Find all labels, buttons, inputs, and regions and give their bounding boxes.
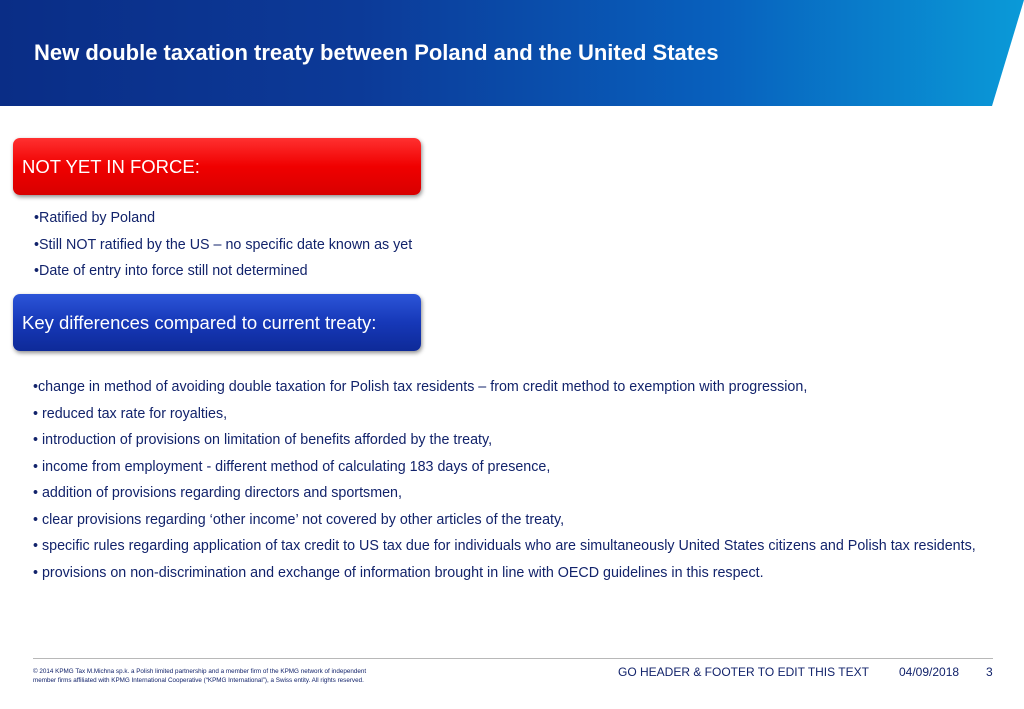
list-item: • specific rules regarding application of tax credit to US tax due for individuals who are simultaneously United States citizens and Polish tax residents, xyxy=(33,538,976,554)
status-list xyxy=(34,210,412,290)
list-item: •change in method of avoiding double taxation for Polish tax residents – from credit method to exemption with progression, xyxy=(33,379,808,395)
not-in-force-banner xyxy=(13,138,421,195)
list-item: • income from employment - different method of calculating 183 days of presence, xyxy=(33,458,551,475)
footer-date: 04/09/2018 xyxy=(899,665,960,679)
not-in-force-label: NOT YET IN FORCE: xyxy=(22,155,200,177)
copyright-notice: © 2014 KPMG Tax M.Michna sp.k. a Polish limited partnership and a member firm of the KPMG network of independent member firms affiliated with KPMG International Cooperative (“KPMG International”), a Swiss entity. All rights reserved. xyxy=(33,668,367,684)
page-title: New double taxation treaty between Poland and the United States xyxy=(34,40,719,65)
list-item: •Ratified by Poland xyxy=(34,210,156,226)
key-differences-label: Key differences compared to current treaty: xyxy=(22,311,377,333)
footer-divider xyxy=(33,658,993,659)
key-differences-banner xyxy=(13,294,421,351)
list-item: • reduced tax rate for royalties, xyxy=(33,405,228,422)
differences-list xyxy=(33,379,993,591)
list-item: • addition of provisions regarding directors and sportsmen, xyxy=(33,485,402,501)
list-item: • provisions on non-discrimination and exchange of information brought in line with OECD guidelines in this respect. xyxy=(33,564,764,581)
list-item: • introduction of provisions on limitation of benefits afforded by the treaty, xyxy=(33,432,493,448)
list-item: •Date of entry into force still not determined xyxy=(34,263,308,279)
list-item: • clear provisions regarding ‘other income’ not covered by other articles of the treaty, xyxy=(33,511,565,528)
footer-edit-text: GO HEADER & FOOTER TO EDIT THIS TEXT xyxy=(618,665,869,679)
list-item: •Still NOT ratified by the US – no specific date known as yet xyxy=(34,236,413,253)
page-number: 3 xyxy=(986,665,993,679)
